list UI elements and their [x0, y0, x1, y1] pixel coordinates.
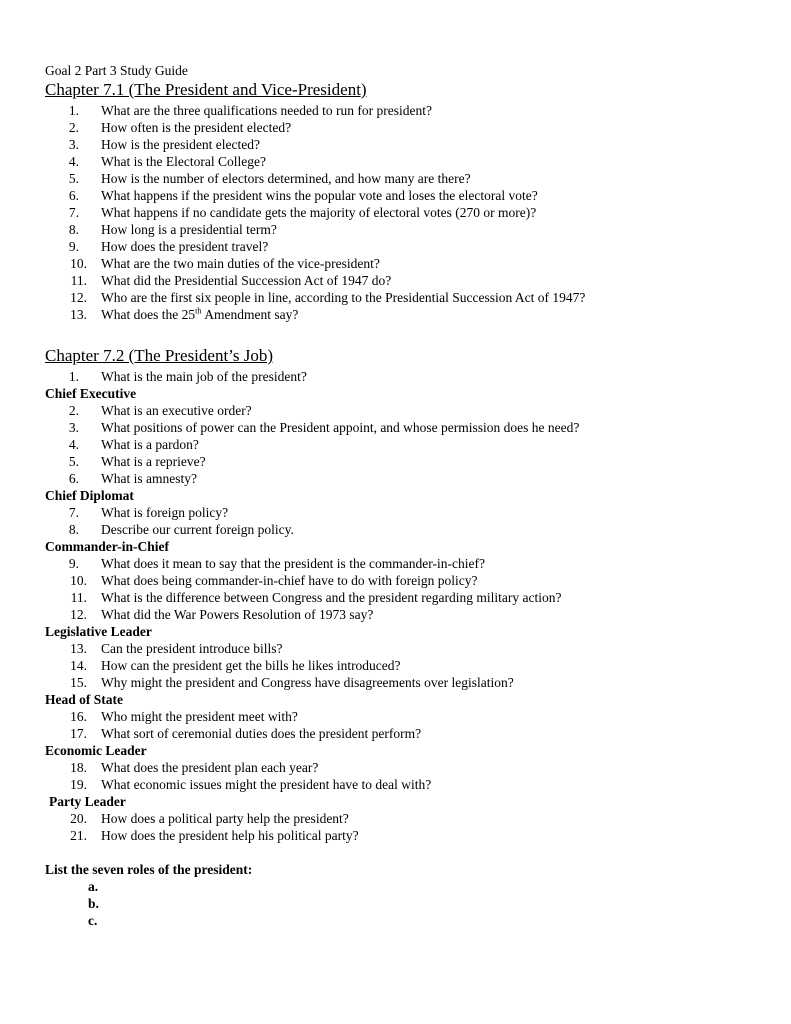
item-number: 16. [70, 709, 87, 724]
exercise-spacer [45, 844, 746, 861]
role-heading-party-leader: Party Leader [49, 794, 126, 809]
list-item [45, 402, 746, 419]
item-text: Can the president introduce bills? [101, 641, 283, 656]
list-item [45, 759, 746, 776]
list-item [45, 272, 746, 289]
list-item [45, 204, 746, 221]
list-item [45, 368, 746, 385]
list-item [45, 827, 746, 844]
role-heading-commander-in-chief: Commander-in-Chief [45, 539, 169, 554]
roles-exercise-prompt: List the seven roles of the president: [45, 862, 253, 877]
item-number: 3. [68, 137, 79, 152]
question-list-party-leader [45, 810, 746, 844]
item-text: What is a pardon? [101, 437, 199, 452]
item-number: 2. [68, 403, 79, 418]
item-text: What is amnesty? [101, 471, 197, 486]
item-text: How can the president get the bills he likes introduced? [101, 658, 401, 673]
list-item [45, 119, 746, 136]
item-number: 13. [70, 641, 87, 656]
list-item [45, 657, 746, 674]
role-heading-head-of-state: Head of State [45, 692, 123, 707]
item-number: 11. [70, 273, 87, 288]
item-text: How is the president elected? [101, 137, 260, 152]
item-number: 18. [70, 760, 87, 775]
item-number: 10. [70, 573, 87, 588]
list-item [45, 504, 746, 521]
item-text: Who might the president meet with? [101, 709, 298, 724]
item-number: 11. [70, 590, 87, 605]
chapter-heading-container [45, 79, 746, 102]
item-number: 13. [70, 307, 87, 322]
item-number: 6. [68, 471, 79, 486]
list-item [45, 521, 746, 538]
item-text: What is the main job of the president? [101, 369, 307, 384]
list-item [45, 153, 746, 170]
item-text-tail: Amendment say? [201, 307, 299, 322]
item-number: 1. [68, 369, 79, 384]
list-item [45, 419, 746, 436]
item-number: 20. [70, 811, 87, 826]
item-number: 21. [70, 828, 87, 843]
item-text: What does the president plan each year? [101, 760, 319, 775]
item-number: 17. [70, 726, 87, 741]
list-item [45, 102, 746, 119]
item-number: 6. [68, 188, 79, 203]
item-text: What is foreign policy? [101, 505, 229, 520]
question-list-chief-diplomat [45, 504, 746, 538]
role-heading-economic-leader: Economic Leader [45, 743, 147, 758]
item-text: What is a reprieve? [101, 454, 206, 469]
item-number: 8. [68, 522, 79, 537]
chapter-heading-7-2: Chapter 7.2 (The President’s Job) [45, 346, 274, 365]
roles-exercise-blanks [45, 878, 746, 929]
list-item [45, 640, 746, 657]
list-item [45, 470, 746, 487]
item-text: What are the two main duties of the vice-president? [101, 256, 380, 271]
list-item [45, 187, 746, 204]
list-item [45, 136, 746, 153]
list-item [45, 436, 746, 453]
item-text: What is the Electoral College? [101, 154, 266, 169]
chapter-heading-7-1: Chapter 7.1 (The President and Vice-President) [45, 80, 367, 99]
item-text: What is an executive order? [101, 403, 252, 418]
list-item [45, 238, 746, 255]
question-list-legislative-leader [45, 640, 746, 691]
list-item [45, 170, 746, 187]
section-spacer [45, 323, 746, 345]
list-item [45, 606, 746, 623]
question-list-economic-leader [45, 759, 746, 793]
list-item [45, 555, 746, 572]
item-text: What did the War Powers Resolution of 1973 say? [101, 607, 374, 622]
item-text: How does a political party help the president? [101, 811, 349, 826]
item-number: 2. [68, 120, 79, 135]
document-title: Goal 2 Part 3 Study Guide [45, 63, 188, 78]
item-text: What did the Presidential Succession Act of 1947 do? [101, 273, 392, 288]
item-text: How long is a presidential term? [101, 222, 277, 237]
item-text: How does the president help his political party? [101, 828, 359, 843]
item-text: What economic issues might the president have to deal with? [101, 777, 432, 792]
item-text: How often is the president elected? [101, 120, 292, 135]
item-text: What sort of ceremonial duties does the president perform? [101, 726, 422, 741]
list-item[interactable]: a. [88, 879, 99, 894]
item-number: 15. [70, 675, 87, 690]
list-item [45, 453, 746, 470]
item-number: 19. [70, 777, 87, 792]
item-text: What positions of power can the President appoint, and whose permission does he need? [101, 420, 580, 435]
question-list-chief-executive [45, 402, 746, 487]
role-heading-legislative-leader: Legislative Leader [45, 624, 152, 639]
list-item [45, 674, 746, 691]
item-number: 10. [70, 256, 87, 271]
item-text: Describe our current foreign policy. [101, 522, 294, 537]
item-text: What does the 25 [101, 307, 196, 322]
item-text: What does it mean to say that the president is the commander-in-chief? [101, 556, 485, 571]
question-list-7-2-intro [45, 368, 746, 385]
item-text: What does being commander-in-chief have to do with foreign policy? [101, 573, 478, 588]
item-number: 1. [68, 103, 79, 118]
item-text: Why might the president and Congress have disagreements over legislation? [101, 675, 514, 690]
list-item [45, 708, 746, 725]
question-list-head-of-state [45, 708, 746, 742]
role-heading-chief-diplomat: Chief Diplomat [45, 488, 134, 503]
item-number: 9. [68, 556, 79, 571]
list-item [45, 725, 746, 742]
list-item [45, 589, 746, 606]
list-item [45, 810, 746, 827]
item-number: 3. [68, 420, 79, 435]
item-number: 12. [70, 607, 87, 622]
item-number: 5. [68, 171, 79, 186]
question-list-7-1 [45, 102, 746, 323]
item-number: 4. [68, 154, 79, 169]
item-text: How is the number of electors determined, and how many are there? [101, 171, 471, 186]
item-number: 5. [68, 454, 79, 469]
list-item[interactable]: b. [88, 896, 99, 911]
list-item [45, 776, 746, 793]
item-number: 9. [68, 239, 79, 254]
list-item[interactable]: c. [88, 913, 98, 928]
item-number: 7. [68, 205, 79, 220]
question-list-commander-in-chief [45, 555, 746, 623]
item-number: 7. [68, 505, 79, 520]
list-item [45, 221, 746, 238]
item-text: What happens if the president wins the popular vote and loses the electoral vote? [101, 188, 538, 203]
item-text: Who are the first six people in line, according to the Presidential Succession Act of 1947? [101, 290, 586, 305]
item-text: What is the difference between Congress and the president regarding military action? [101, 590, 562, 605]
role-heading-chief-executive: Chief Executive [45, 386, 137, 401]
chapter-heading-container [45, 345, 746, 368]
item-text: What are the three qualifications needed to run for president? [101, 103, 432, 118]
item-text: How does the president travel? [101, 239, 269, 254]
item-number: 12. [70, 290, 87, 305]
ordinal-suffix: th [195, 306, 202, 316]
list-item [45, 255, 746, 272]
list-item [45, 572, 746, 589]
list-item [45, 306, 746, 323]
item-number: 8. [68, 222, 79, 237]
list-item [45, 289, 746, 306]
item-number: 14. [70, 658, 87, 673]
item-number: 4. [68, 437, 79, 452]
item-text: What happens if no candidate gets the majority of electoral votes (270 or more)? [101, 205, 537, 220]
